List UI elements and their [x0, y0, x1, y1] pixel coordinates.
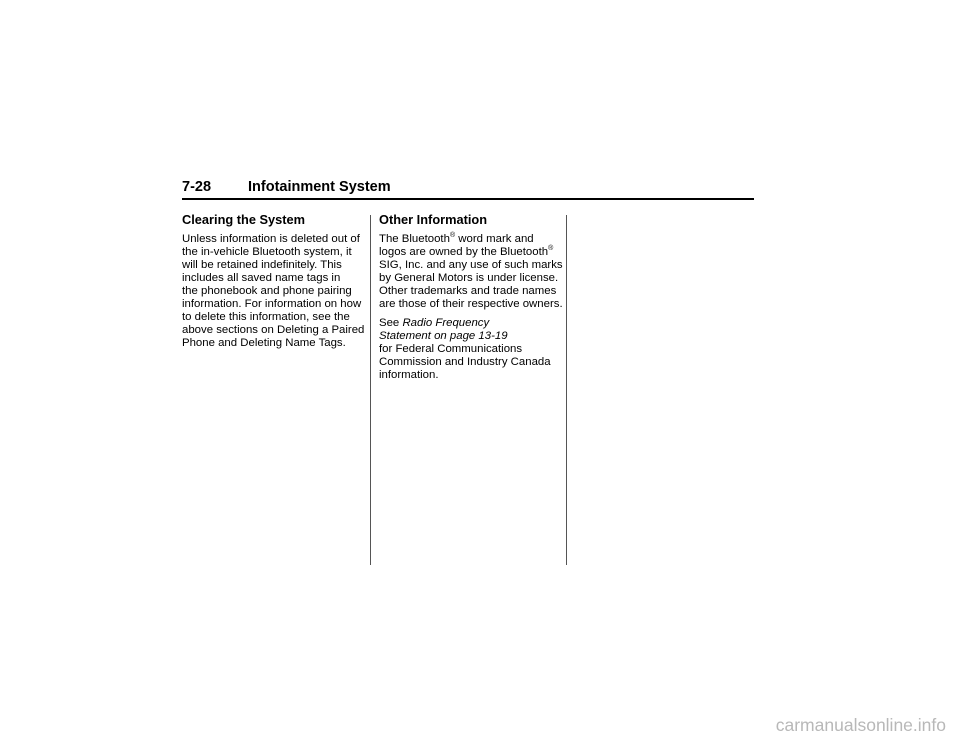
radio-frequency-paragraph: [379, 317, 559, 382]
text-line: are those of their respective owners.: [379, 298, 563, 310]
watermark-text: carmanualsonline.info: [775, 715, 946, 735]
text-fragment: word mark and: [455, 233, 534, 245]
text-line: Unless information is deleted out of: [182, 233, 360, 245]
text-line: Commission and Industry Canada: [379, 356, 551, 368]
clearing-paragraph: [182, 233, 367, 350]
text-line: will be retained indefinitely. This: [182, 259, 342, 271]
bluetooth-paragraph: [379, 232, 563, 311]
text-line: information.: [379, 369, 439, 381]
text-line: the phonebook and phone pairing: [182, 285, 352, 297]
registered-mark: ®: [548, 245, 554, 253]
column-right: [379, 212, 563, 388]
text-line: [379, 317, 559, 330]
text-line: by General Motors is under license.: [379, 272, 559, 284]
text-line: [379, 233, 559, 246]
text-line: the in-vehicle Bluetooth system, it: [182, 246, 352, 258]
text-line: Phone and Deleting Name Tags.: [182, 337, 346, 349]
text-line: to delete this information, see the: [182, 311, 350, 323]
text-line: for Federal Communications: [379, 343, 523, 355]
text-fragment: See: [379, 317, 403, 329]
cross-reference-link[interactable]: Statement on page 13-19: [379, 330, 508, 342]
section-heading-clearing: Clearing the System: [182, 212, 306, 227]
text-line: includes all saved name tags in: [182, 272, 341, 284]
text-line: SIG, Inc. and any use of such marks: [379, 259, 563, 271]
registered-mark: ®: [449, 232, 456, 240]
column-divider: [370, 215, 371, 565]
section-heading-other: Other Information: [379, 212, 488, 227]
text-fragment: logos are owned by the Bluetooth: [379, 246, 549, 258]
cross-reference-link[interactable]: Radio Frequency: [402, 317, 490, 329]
column-left: [182, 212, 367, 356]
column-divider: [566, 215, 567, 565]
text-line: above sections on Deleting a Paired: [182, 324, 365, 336]
text-line: information. For information on how: [182, 298, 362, 310]
text-fragment: The Bluetooth: [379, 233, 450, 245]
page-number: 7-28: [182, 179, 212, 195]
page-header: [182, 178, 754, 200]
text-line: [379, 246, 559, 259]
chapter-title: Infotainment System: [248, 179, 391, 195]
text-line: Other trademarks and trade names: [379, 285, 557, 297]
